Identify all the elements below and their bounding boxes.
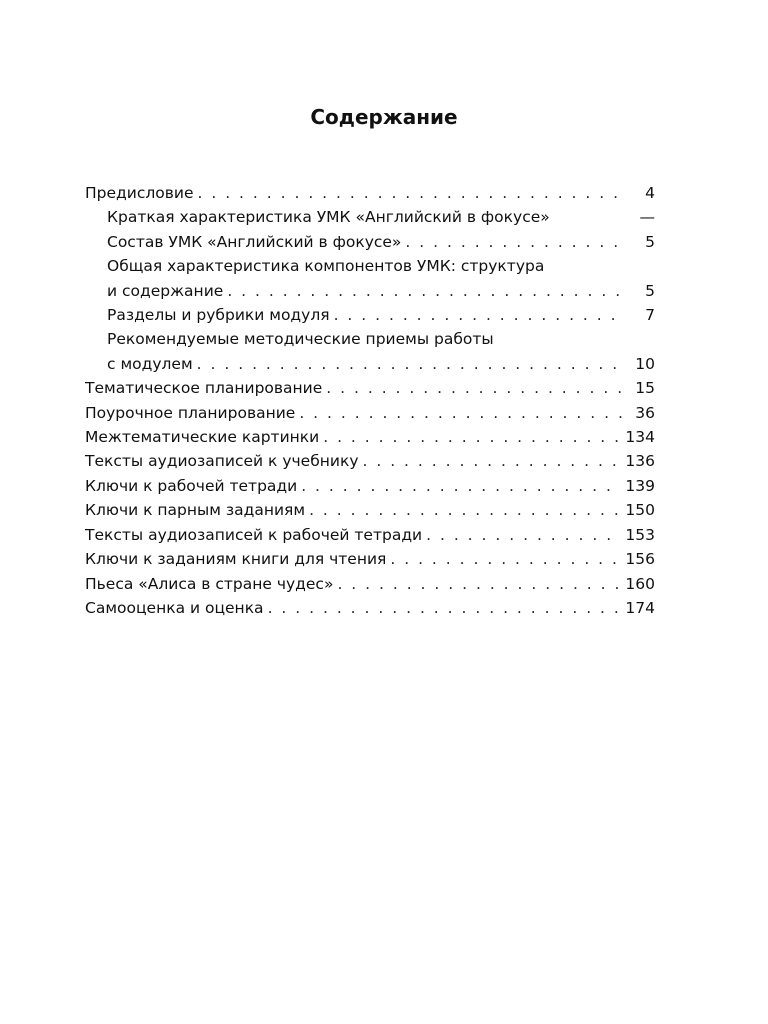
toc-page-number: 5 xyxy=(645,281,655,300)
toc-page-number: — xyxy=(639,208,655,227)
toc-entry-title: Состав УМК «Английский в фокусе» xyxy=(107,232,402,251)
toc-entry-title: Ключи к парным заданиям xyxy=(85,501,306,520)
toc-entry-title: Ключи к заданиям книги для чтения xyxy=(85,550,387,569)
toc-subentry xyxy=(85,303,655,327)
toc-entry xyxy=(85,498,655,522)
dot-leader xyxy=(309,498,619,522)
toc-entry xyxy=(85,596,655,620)
toc-entry xyxy=(85,181,655,205)
toc-entry-title: Тематическое планирование xyxy=(85,379,323,398)
toc-page-number: 174 xyxy=(625,598,655,617)
toc-page-number: 134 xyxy=(625,428,655,447)
dot-leader xyxy=(301,474,619,498)
dot-leader xyxy=(197,181,625,205)
toc-entry xyxy=(85,572,655,596)
toc-entry-title: Разделы и рубрики модуля xyxy=(107,306,330,325)
toc-page-number: 156 xyxy=(625,550,655,569)
toc-subentry xyxy=(85,205,655,229)
toc-page-number: 36 xyxy=(635,403,655,422)
toc-subentry xyxy=(85,254,655,278)
toc-entry-title: Самооценка и оценка xyxy=(85,598,264,617)
page-title: Содержание xyxy=(310,105,458,129)
toc-subentry xyxy=(85,230,655,254)
dot-leader xyxy=(326,376,625,400)
toc-entry-title: Ключи к рабочей тетради xyxy=(85,476,298,495)
table-of-contents xyxy=(85,181,655,620)
toc-page-number: 10 xyxy=(635,354,655,373)
toc-entry-title: и содержание xyxy=(107,281,224,300)
toc-entry-title: с модулем xyxy=(107,354,193,373)
dot-leader xyxy=(405,230,625,254)
toc-page-number: 153 xyxy=(625,525,655,544)
dot-leader xyxy=(426,523,619,547)
toc-page-number: 5 xyxy=(645,232,655,251)
dot-leader xyxy=(197,352,625,376)
dot-leader xyxy=(299,401,625,425)
toc-entry xyxy=(85,425,655,449)
toc-entry xyxy=(85,401,655,425)
toc-page-number: 160 xyxy=(625,574,655,593)
toc-entry xyxy=(85,547,655,571)
toc-entry-title: Межтематические картинки xyxy=(85,428,320,447)
toc-entry-title: Краткая характеристика УМК «Английский в фокусе» xyxy=(107,208,550,227)
toc-entry-title: Тексты аудиозаписей к учебнику xyxy=(85,452,359,471)
toc-page-number: 136 xyxy=(625,452,655,471)
toc-entry xyxy=(85,376,655,400)
toc-entry xyxy=(85,523,655,547)
dot-leader xyxy=(390,547,619,571)
dot-leader xyxy=(323,425,619,449)
toc-page-number: 15 xyxy=(635,379,655,398)
toc-entry-title: Поурочное планирование xyxy=(85,403,296,422)
toc-entry-title: Предисловие xyxy=(85,184,194,202)
toc-page-number: 139 xyxy=(625,476,655,495)
dot-leader xyxy=(363,449,620,473)
toc-entry xyxy=(85,449,655,473)
toc-entry-title: Рекомендуемые методические приемы работы xyxy=(107,330,494,349)
toc-entry-title: Общая характеристика компонентов УМК: структура xyxy=(107,257,545,276)
toc-entry-title: Пьеса «Алиса в стране чудес» xyxy=(85,574,334,593)
toc-page-number: 4 xyxy=(645,184,655,202)
toc-page-number: 150 xyxy=(625,501,655,520)
dot-leader xyxy=(337,572,619,596)
toc-subentry-continuation xyxy=(85,279,655,303)
toc-page-number: 7 xyxy=(645,306,655,325)
dot-leader xyxy=(227,279,625,303)
toc-subentry-continuation xyxy=(85,352,655,376)
toc-entry xyxy=(85,474,655,498)
toc-subentry xyxy=(85,327,655,351)
dot-leader xyxy=(268,596,620,620)
dot-leader xyxy=(334,303,625,327)
toc-entry-title: Тексты аудиозаписей к рабочей тетради xyxy=(85,525,423,544)
